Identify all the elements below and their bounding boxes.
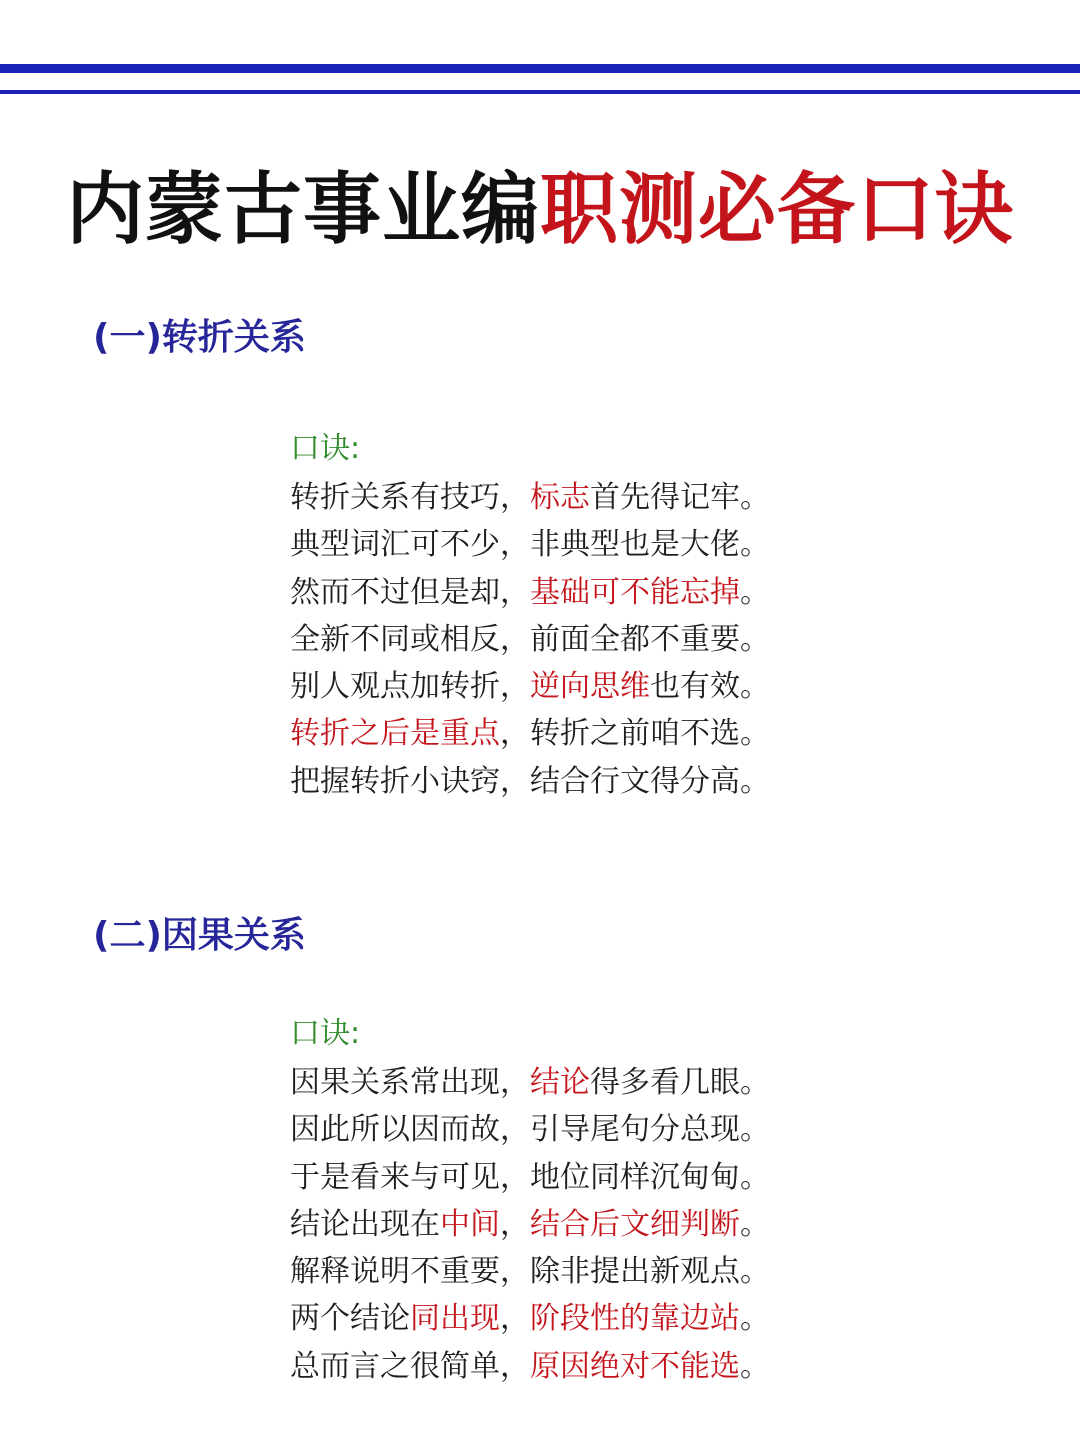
- verse-text: 因果关系常出现，: [290, 1065, 530, 1100]
- verse-line: [290, 1201, 830, 1248]
- verse-line: [290, 710, 830, 757]
- verse-text: ，转折之前咱不选。: [500, 716, 770, 752]
- verse-text: 因此所以因而故，引导尾句分总现。: [290, 1112, 770, 1148]
- verse-text: 。: [740, 1301, 770, 1337]
- verse-text: ，: [500, 1206, 530, 1242]
- verse-lines: [290, 1059, 830, 1390]
- verse-highlight: 原因绝对不能选: [530, 1348, 740, 1384]
- verse-text: 结论出现在: [290, 1206, 440, 1242]
- verse-text: 别人观点加转折，: [290, 669, 530, 705]
- verse-line: [290, 616, 830, 663]
- verse-text: 然而不过但是却，: [290, 574, 530, 610]
- section-heading-transition: (一)转折关系: [93, 317, 306, 358]
- verse-highlight: 逆向思维: [530, 669, 650, 705]
- verse-highlight: 基础可不能忘掉: [530, 574, 740, 610]
- verse-text: 把握转折小诀窍，结合行文得分高。: [290, 763, 770, 799]
- verse-line: [290, 1106, 830, 1153]
- verse-highlight: 阶段性的靠边站: [530, 1301, 740, 1337]
- verse-text: 两个结论: [290, 1301, 410, 1337]
- page-title-red: 职测必备口诀: [540, 164, 1015, 255]
- verse-text: ，: [500, 1301, 530, 1337]
- verse-line: [290, 569, 830, 616]
- verse-line: [290, 1248, 830, 1295]
- verse-text: 首先得记牢。: [590, 480, 770, 515]
- verse-line: [290, 1295, 830, 1342]
- verse-block-transition: [290, 428, 830, 805]
- top-rule-thick: [0, 64, 1080, 73]
- page-title-black: 内蒙古事业编: [65, 164, 540, 255]
- verse-line: [290, 1154, 830, 1201]
- verse-text: 。: [740, 1206, 770, 1242]
- verse-text: 也有效。: [650, 669, 770, 705]
- verse-line: [290, 521, 830, 568]
- top-rule-thin: [0, 90, 1080, 94]
- verse-highlight: 结论: [530, 1065, 590, 1100]
- verse-line: [290, 474, 830, 521]
- verse-line: [290, 1343, 830, 1390]
- section-heading-causal: (二)因果关系: [93, 915, 306, 956]
- verse-line: [290, 663, 830, 710]
- verse-text: 解释说明不重要，除非提出新观点。: [290, 1254, 770, 1290]
- verse-highlight: 转折之后是重点: [290, 716, 500, 752]
- verse-text: 得多看几眼。: [590, 1065, 770, 1100]
- verse-highlight: 中间: [440, 1206, 500, 1242]
- verse-text: 总而言之很简单，: [290, 1348, 530, 1384]
- verse-line: [290, 1059, 830, 1106]
- verse-text: 。: [740, 1348, 770, 1384]
- verse-highlight: 结合后文细判断: [530, 1206, 740, 1242]
- verse-line: [290, 758, 830, 805]
- verse-text: 。: [740, 574, 770, 610]
- verse-text: 全新不同或相反，前面全都不重要。: [290, 621, 770, 657]
- verse-highlight: 同出现: [410, 1301, 500, 1337]
- verse-label: 口诀:: [290, 431, 361, 466]
- verse-lines: [290, 474, 830, 805]
- verse-text: 转折关系有技巧，: [290, 480, 530, 515]
- verse-highlight: 标志: [530, 480, 590, 515]
- page-title: [0, 160, 1080, 260]
- verse-text: 于是看来与可见，地位同样沉甸甸。: [290, 1159, 770, 1195]
- verse-text: 典型词汇可不少，非典型也是大佬。: [290, 527, 770, 563]
- verse-label: 口诀:: [290, 1016, 361, 1051]
- verse-block-causal: [290, 1013, 830, 1390]
